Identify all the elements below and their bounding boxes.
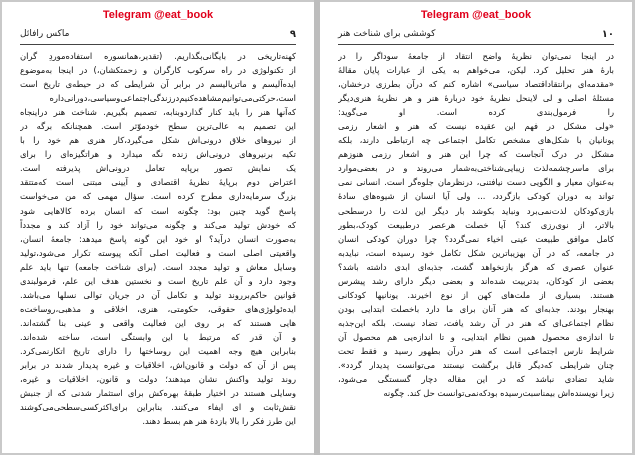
text-line: بهنجار بودند. جذبه‌ای که هنر آنان برای ما دارد با‌خصلت ابتدایی بودن — [338, 303, 614, 314]
text-line: کهنه‌تاریخی در بایگانی‌بگذاریم. (تقدیر،‌همانسوره استفاده‌موردِ گران — [20, 51, 296, 61]
text-line: تکیه برنیروهای درونی‌اش زنده نگه میدارد و هراتگیزه‌ای را برای — [20, 149, 296, 160]
text-line: تواند به دوران کودکی بازگردد، ... ولی آیا انسان از شیوه‌های سادهٔ — [338, 191, 614, 202]
header-rule — [20, 44, 296, 45]
text-line: وسایل معاش و تولید مجدد است. (برای شناخت جامعه) تنها باید علم — [20, 261, 296, 272]
text-line: نظام اجتماعی‌ای که هنر در آن رشد یافت، تضاد نیست. بلکه این‌جذبه — [338, 317, 614, 328]
text-line: را فرمول‌بندی کرده است. او می‌گوید: — [338, 107, 614, 118]
header-rule — [338, 44, 614, 45]
text-line: وجود دارد و آن علم تاریخ است و نخستین هدف این علم، فرمولبندی — [20, 275, 296, 286]
text-line: واقعیتی اصلی است و فعالیت اصلی آنکه پیوسته تکرار می‌شود،تولید — [20, 247, 296, 258]
running-header — [338, 28, 614, 40]
text-line: پاسخ گوید چنین بود: چگونه است که انسان برده کالاهایی شود — [20, 205, 296, 216]
right-page — [320, 2, 632, 453]
page-text — [20, 49, 296, 428]
header-title: ماکس رافائل — [20, 29, 70, 39]
text-line: «ولی مشکل در فهم این عقیده نیست که هنر و اشعار رزمی — [338, 121, 614, 132]
text-line: که خودش تولید می‌کند و چگونه می‌تواند خود را آزاد کند و مجدداً — [20, 219, 296, 230]
text-line: به‌عنوان معیار و الگویی دست نیافتنی، درنظرمان جلوه‌گر است. انسانی نمی — [338, 177, 614, 188]
text-line: تا اندازه‌ی محصول همین نظام ابتدایی، و تا اندازه‌یی هم محصول آن — [338, 331, 614, 342]
text-line: شاید تضادی نباشد که در این مقاله دچار گسستگی می‌شود، — [338, 374, 614, 385]
page-number: ۱۰ — [601, 28, 614, 40]
text-line: هستند. بسیاری از ملت‌های کهن از نوع اخیرند. یونانیها کودکانی — [338, 289, 614, 300]
text-line: هایی هستند که بر روی این فعالیت واقعی و عینی بنا گشته‌اند. — [20, 317, 296, 328]
text-line: و آن قدر که مرتبط با این وابستگی است، ساخته شده‌اند. — [20, 331, 296, 342]
page-text — [338, 49, 614, 400]
text-line: این تصمیم به عالی‌ترین سطح خود‌موّثر است. همچنانکه برگه در — [20, 121, 296, 132]
text-line: بنابراین هیچ وجه اهمیت این روساختها را دارای تاریخ اتکارنمی‌کرد. — [20, 345, 296, 356]
text-line: روند تولید واکنش نشان میدهند؛ دولت و قانون، اخلاقیات و غیره، — [20, 374, 296, 385]
text-line: یونانیان با شکل‌های مشخص تکامل اجتماعی چه ارتباطی دارند، بلکه — [338, 135, 614, 146]
text-line: از نیروهای خلاق درونی‌اش شکل می‌گیرد،کار هنری هم خود را با — [20, 135, 296, 146]
text-line: اعتراض دوم برپایهٔ نظریهٔ اقتصادی و آیینی مبتنی است که‌متتقد — [20, 177, 296, 188]
text-line: کامل موافق طبیعت عینی اخیاء نمی‌گردد؟ چرا دوران کودکی انسان — [338, 233, 614, 244]
text-line: این طرز فکر را بالا بازدهٔ هنر هم بسط دهند. — [142, 416, 296, 427]
text-line: که‌آنها هنر را باید کنار گذاردو‌بنابه، تصمیم بگیریم. شناخت هنر دراینجاه — [20, 107, 296, 118]
page-number: ۹ — [289, 28, 296, 40]
text-line: است،حرکتی‌می‌توانیم‌مشاهده‌کنیم‌در‌زندگی‌اجتماعی‌وسیاسی،دورانی‌داره — [49, 93, 296, 104]
text-line: بازی‌کودکان لذت‌نمی‌برد و‌نباید بکوشد بار دیگر این لذت را درسطحی — [338, 205, 614, 216]
text-line: در جامعه، که در آن بهزیباترین شکل تکامل خود رسیده است، نبایدبه — [338, 247, 614, 258]
text-line: بارهٔ هنر تحلیل کرد. لیکن، می‌خواهم به یکی از عبارات پایان مقالهٔ — [338, 65, 614, 76]
text-line: مشکل در درک آنجاست که چرا این هنر و اشعار رزمی هنوزهم — [338, 149, 614, 160]
text-line: چنان شرایطی که‌دیگر قابل برگشت نیستند می‌توانست پدیدار گردد». — [338, 360, 614, 371]
telegram-watermark: Telegram @eat_book — [420, 9, 532, 21]
text-line: زیرا نویسنده‌اش بیمناسبت‌رسیده بودکه‌نمی‌توانست حل کند. چگونه — [383, 388, 614, 399]
text-line: بالاتر، از نوی‌رزی کند؟ آیا خصلت هرعصر درطبیعت کودک،بطور — [338, 219, 614, 230]
text-line: به‌صورت انسان درآید؟ او خود این گونه پاسخ میدهد: جامعهٔ انسان، — [20, 233, 296, 244]
running-header — [20, 28, 296, 40]
text-line: قوانین حاکم‌بر‌روند تولید و تکامل آن در جریان توالی نسلها می‌باشد. — [20, 289, 296, 300]
text-line: از تکنولوژی در راه سرکوب کارگران و زحمتکشان،) در اینجا به‌موضوع — [20, 65, 296, 76]
text-line: پس از آن که دولت و قانون‌اش، اخلاقیات و غیره پدیدار شدند در برابر — [20, 360, 296, 371]
header-title: کوششی برای شناخت هنر — [338, 29, 436, 39]
text-line: وسایلی هستند در اختیار طبقهٔ بهره‌کش برای استثمار شدنی که از جنبش — [20, 388, 296, 399]
text-line: نقش‌ثابت و ای ایفاء می‌کنند. بنابراین برای‌اکثر‌کسی‌سطحی‌می‌کوشند — [20, 402, 296, 413]
text-line: مسئلهٔ اصلی و لی لاینحل نظریهٔ خود دربارهٔ هنر و هر نظریهٔ هنری‌دیگر — [338, 93, 614, 104]
text-line: ایده‌ئولوژی‌های حقوقی، حکومتی، هنری، اخلاقی و مذهبی،روساخت‌ه — [20, 303, 296, 314]
text-line: بزرگ سرمایه‌داری مطرح کرده است. سؤال مهمی که من می‌خواست — [20, 191, 296, 202]
text-line: ایده‌آلیسم و ماتریالیسم در برابر آن شرایطی که در حیطه‌ی تاریخ است — [20, 79, 296, 90]
text-line: «مقدمه‌ای برانتقاداقتصاد سیاسی» اشاره کنم که درآن بطرزی درخشان، — [338, 79, 614, 90]
text-line: شرایط نارس اجتماعی است که هنر درآن بطهور رسید و فقط تحت — [338, 345, 614, 356]
text-line: یک نمایش تصور برپایه تعامل درونی‌اش پذیرفته است. — [20, 163, 296, 174]
text-line: برای ماسرچشمه‌لذت زیبایی‌شناختی‌به‌شمار می‌روند و در بعضی‌موارد — [338, 163, 614, 174]
text-line: بعضی از کودکان، بدتربیت شده‌اند و بعضی دیگر دارای رشد پیشرس — [338, 275, 614, 286]
text-line: عنوان عصری که هرگز بازنخواهد گشت، جذبه‌ای ابدی داشته باشد؟ — [338, 261, 614, 272]
telegram-watermark: Telegram @eat_book — [102, 9, 214, 21]
left-page — [2, 2, 314, 453]
text-line: در اینجا نمی‌توان نظریهٔ واضح انتقاد از جامعهٔ سوداگر را در — [338, 51, 614, 61]
